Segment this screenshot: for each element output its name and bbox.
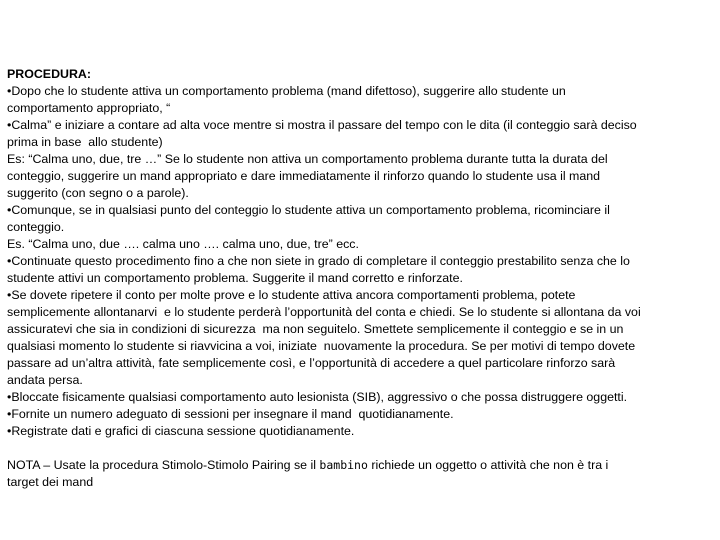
text-line: Es. “Calma uno, due …. calma uno …. calma uno, due, tre” ecc. xyxy=(7,237,359,251)
text-line: conteggio. xyxy=(7,220,65,234)
paragraph-gap xyxy=(7,440,720,457)
text-line: •Se dovete ripetere il conto per molte prove e lo studente attiva ancora comportamenti problema, potete xyxy=(7,288,576,302)
note-text-before: NOTA – Usate la procedura Stimolo-Stimolo Pairing se il xyxy=(7,458,320,472)
text-line: •Bloccate fisicamente qualsiasi comportamento auto lesionista (SIB), aggressivo o che possa distruggere oggetti. xyxy=(7,390,628,404)
text-line: prima in base allo studente) xyxy=(7,135,163,149)
document-body xyxy=(7,66,720,491)
text-line: •Dopo che lo studente attiva un comportamento problema (mand difettoso), suggerire allo studente un xyxy=(7,84,566,98)
text-line: assicuratevi che sia in condizioni di sicurezza ma non seguitelo. Smettete semplicemente il conteggio e se in un xyxy=(7,322,624,336)
text-line: studente attivi un comportamento problema. Suggerite il mand corretto e rinforzate. xyxy=(7,271,463,285)
note-text-after: richiede un oggetto o attività che non è tra i xyxy=(367,458,609,472)
text-line: qualsiasi momento lo studente si riavvicina a voi, iniziate nuovamente la procedura. Se per motivi di tempo dovete xyxy=(7,339,636,353)
text-line: suggerito (con segno o a parole). xyxy=(7,186,189,200)
note-word-bambino: bambino xyxy=(319,458,368,472)
text-line: •Comunque, se in qualsiasi punto del conteggio lo studente attiva un comportamento problema, ricominciare il xyxy=(7,203,610,217)
note-line xyxy=(7,457,720,474)
procedure-heading: PROCEDURA: xyxy=(7,67,91,81)
text-line: semplicemente allontanarvi e lo studente perderà l’opportunità del conta e chiedi. Se lo studente si allontana da voi xyxy=(7,305,641,319)
text-line: Es: “Calma uno, due, tre …” Se lo studente non attiva un comportamento problema durante tutta la durata del xyxy=(7,152,608,166)
text-line: •Continuate questo procedimento fino a che non siete in grado di completare il conteggio prestabilito senza che lo xyxy=(7,254,630,268)
text-line: passare ad un’altra attività, fate semplicemente così, e l’opportunità di accedere a quel particolare rinforzo sarà xyxy=(7,356,616,370)
text-line: •Calma” e iniziare a contare ad alta voce mentre si mostra il passare del tempo con le dita (il conteggio sarà deciso xyxy=(7,118,637,132)
text-line: andata persa. xyxy=(7,373,83,387)
note-line-2: target dei mand xyxy=(7,475,94,489)
text-line: conteggio, suggerire un mand appropriato e dare immediatamente il rinforzo quando lo studente usa il mand xyxy=(7,169,601,183)
text-line: •Registrate dati e grafici di ciascuna sessione quotidianamente. xyxy=(7,424,355,438)
text-line: •Fornite un numero adeguato di sessioni per insegnare il mand quotidianamente. xyxy=(7,407,454,421)
text-line: comportamento appropriato, “ xyxy=(7,101,171,115)
